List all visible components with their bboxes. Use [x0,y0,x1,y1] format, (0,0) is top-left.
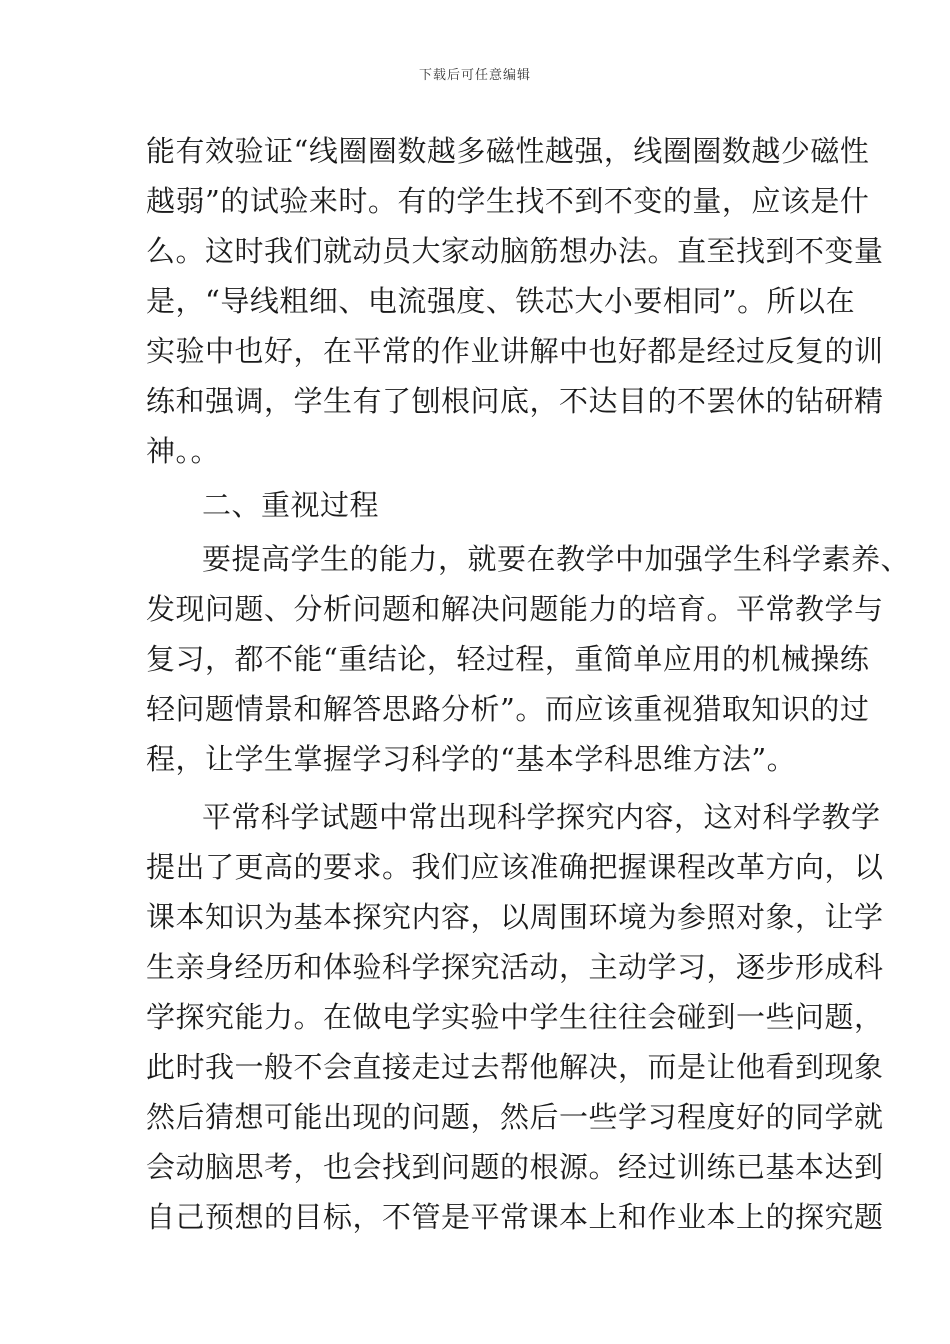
text-line: 程，让学生掌握学习科学的“基本学科思维方法”。 [146,742,797,776]
text-line: 越弱”的试验来时。有的学生找不到不变的量，应该是什 [146,184,870,218]
paragraph-2 [146,534,911,784]
page-header: 下载后可任意编辑 [418,68,531,83]
text-line: 么。这时我们就动员大家动脑筋想办法。直至找到不变量 [146,234,884,268]
text-line: 生亲身经历和体验科学探究活动，主动学习，逐步形成科 [146,950,884,984]
text-line: 提出了更高的要求。我们应该准确把握课程改革方向，以 [146,850,884,884]
text-line: 要提高学生的能力，就要在教学中加强学生科学素养、 [202,542,911,576]
text-line: 此时我一般不会直接走过去帮他解决，而是让他看到现象 [146,1050,884,1084]
text-line: 练和强调，学生有了刨根问底，不达目的不罢休的钻研精 [146,384,884,418]
document-body [146,126,911,1242]
paragraph-3 [146,792,884,1242]
paragraph-1 [146,126,884,476]
text-line: 发现问题、分析问题和解决问题能力的培育。平常教学与 [146,592,884,626]
text-line: 自己预想的目标，不管是平常课本上和作业本上的探究题 [146,1200,884,1234]
text-line: 复习，都不能“重结论，轻过程，重简单应用的机械操练 [146,642,870,676]
text-line: 课本知识为基本探究内容，以周围环境为参照对象，让学 [146,900,884,934]
text-line: 然后猜想可能出现的问题，然后一些学习程度好的同学就 [146,1100,884,1134]
section-heading: 二、重视过程 [202,488,380,522]
text-line: 会动脑思考，也会找到问题的根源。经过训练已基本达到 [146,1150,884,1184]
text-line: 轻问题情景和解答思路分析”。而应该重视猎取知识的过 [146,692,870,726]
text-line: 是，“导线粗细、电流强度、铁芯大小要相同”。所以在 [146,284,856,318]
text-line: 神。。 [146,434,221,468]
text-line: 实验中也好，在平常的作业讲解中也好都是经过反复的训 [146,334,884,368]
text-line: 能有效验证“线圈圈数越多磁性越强，线圈圈数越少磁性 [146,134,870,168]
text-line: 平常科学试题中常出现科学探究内容，这对科学教学 [202,800,881,834]
text-line: 学探究能力。在做电学实验中学生往往会碰到一些问题， [146,1000,884,1034]
